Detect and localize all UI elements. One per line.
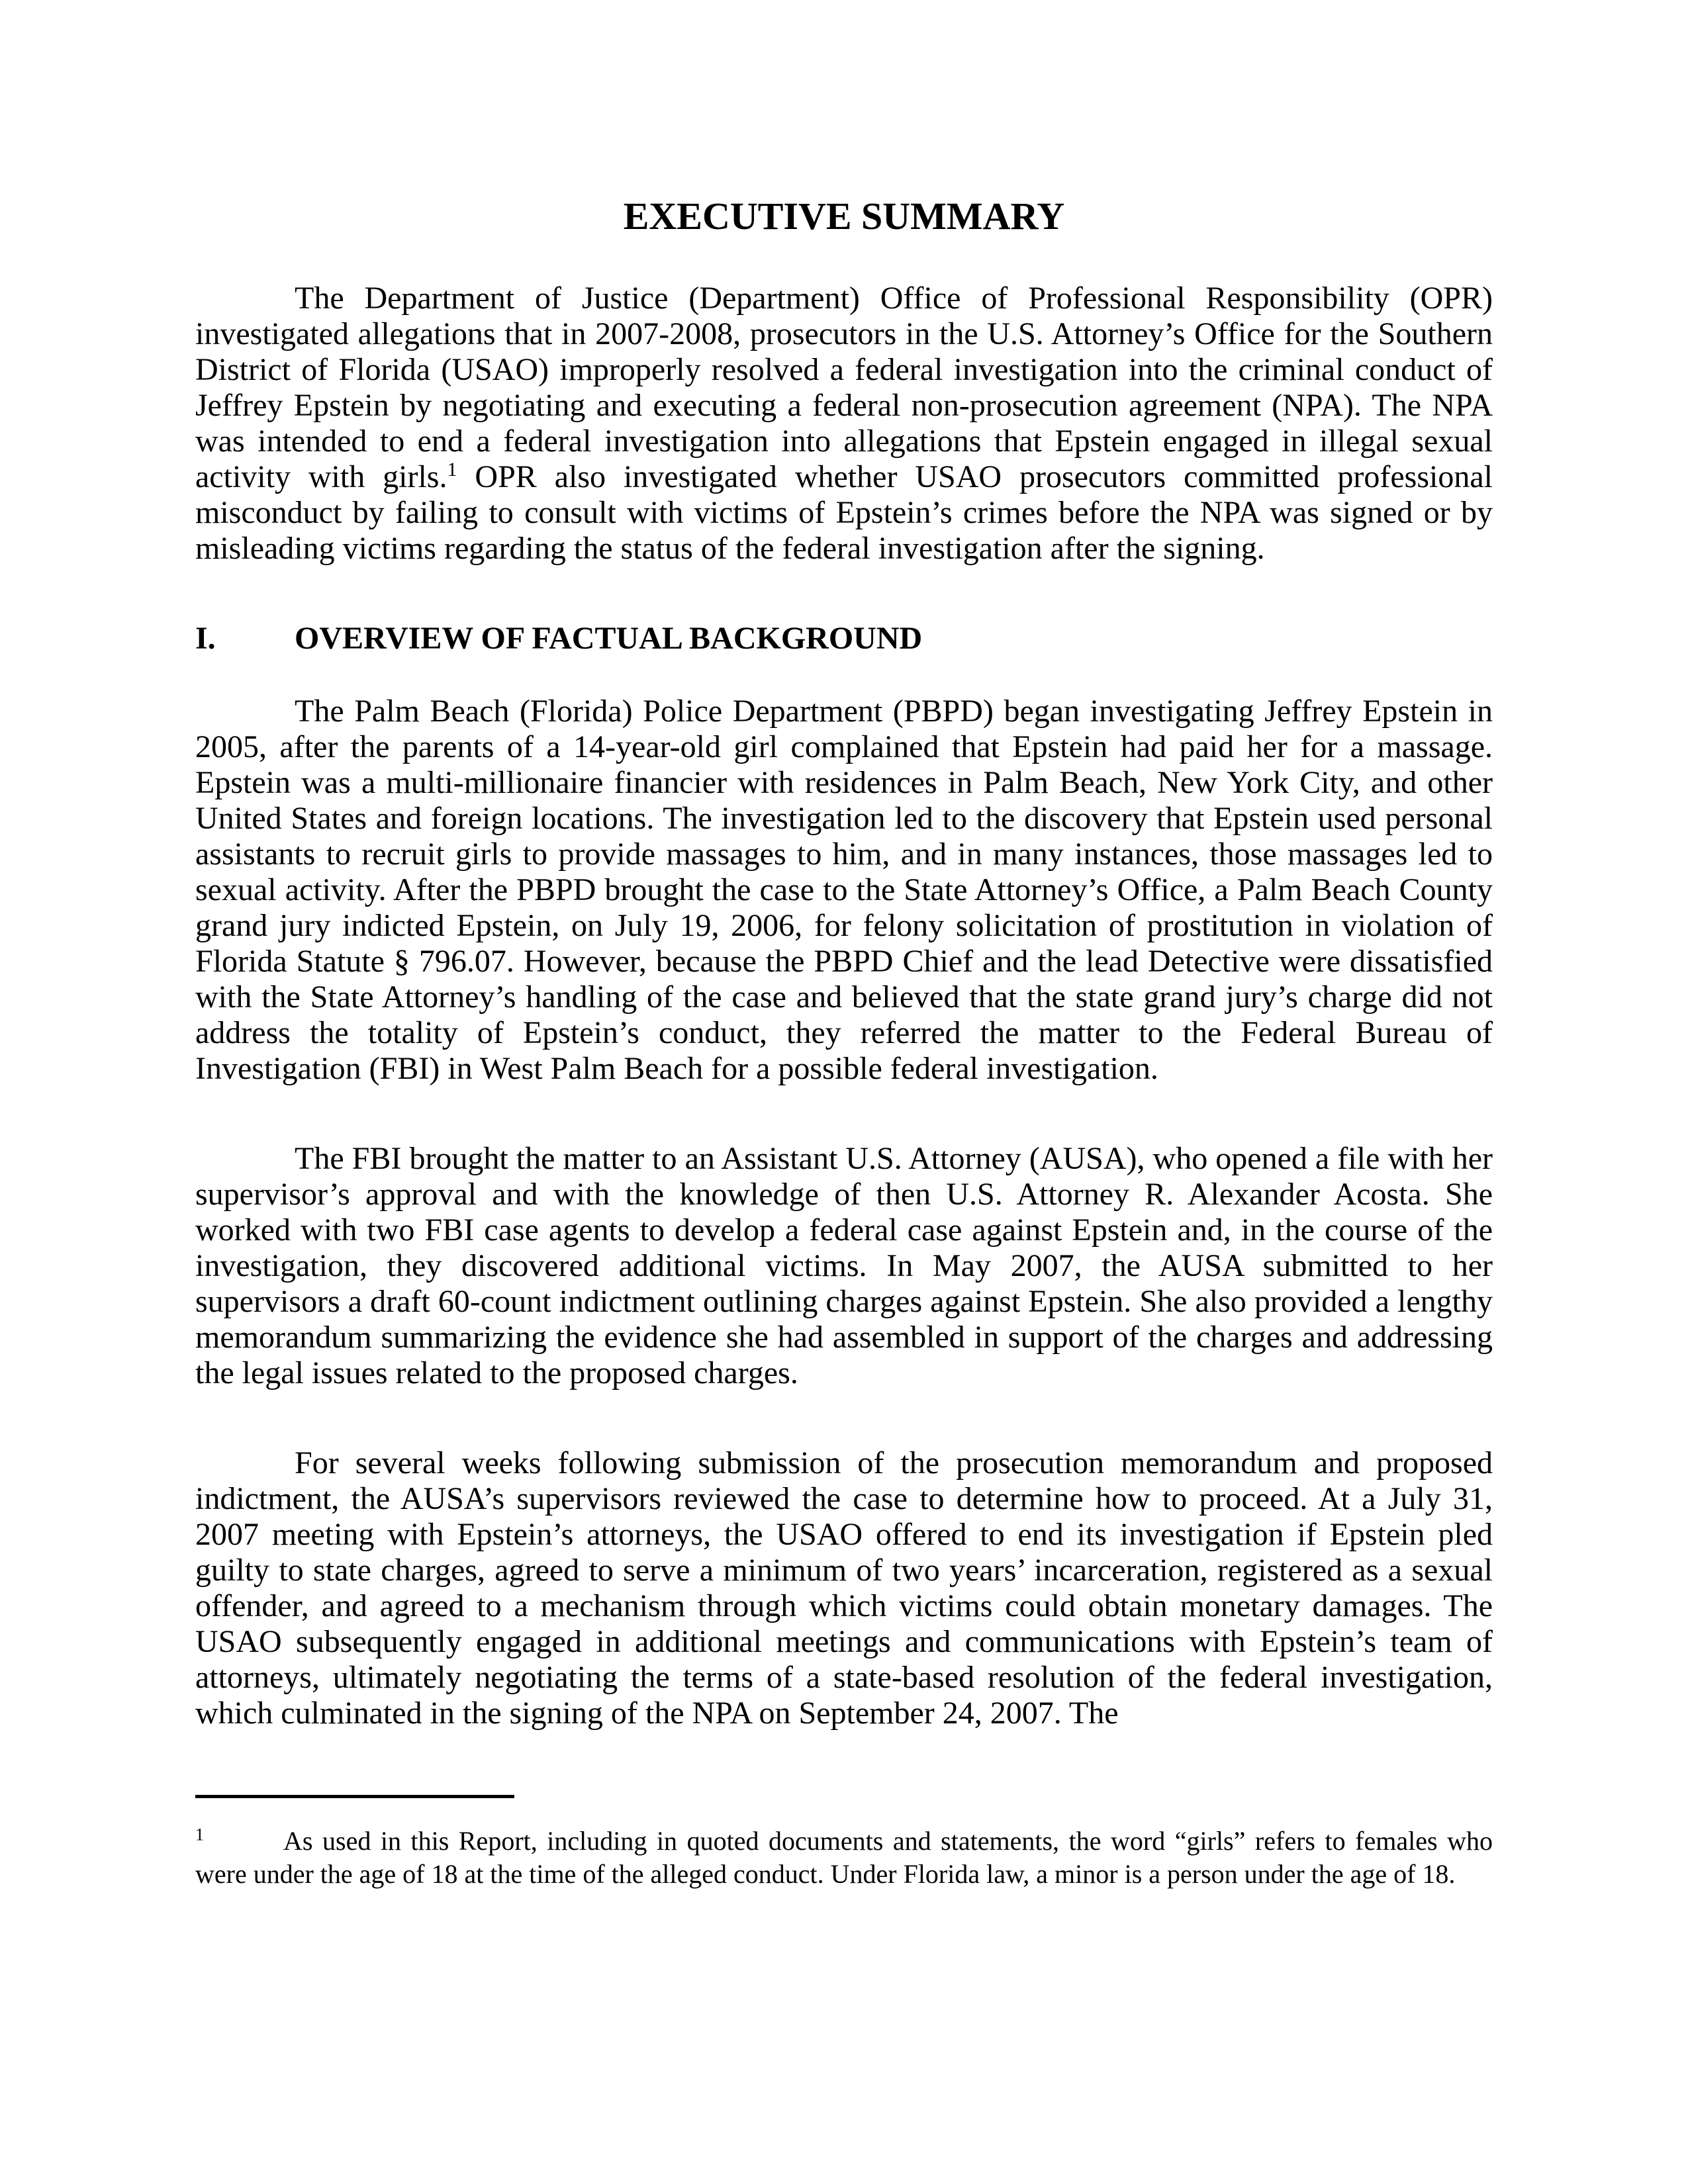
footnote-text: As used in this Report, including in quoted documents and statements, the word “girls” refers to females who were under the age of 18 at the time of the alleged conduct. Under Florida law, a minor is a person under the age of 18. (195, 1826, 1493, 1889)
footnote-number: 1 (195, 1825, 204, 1844)
page-title: EXECUTIVE SUMMARY (623, 195, 1065, 238)
footnote (195, 1825, 1493, 1891)
intro-text-after-footnote-ref: OPR also investigated whether USAO prosecutors committed professional misconduct by failing to consult with victims of Epstein’s crimes before the NPA was signed or by misleading victims regarding the status of the federal investigation after the signing. (195, 459, 1493, 566)
section-title: OVERVIEW OF FACTUAL BACKGROUND (295, 621, 923, 656)
footnote-reference-marker: 1 (447, 459, 457, 480)
section-number: I. (195, 621, 216, 656)
body-paragraph: The Palm Beach (Florida) Police Department (PBPD) began investigating Jeffrey Epstein in 2005, after the parents of a 14-year-old girl complained that Epstein had paid her for a massage. Epstein was a multi-millionaire financier with residences in Palm Beach, New York City, and other United States and foreign locations. The investigation led to the discovery that Epstein used personal assistants to recruit girls to provide massages to him, and in many instances, those massages led to sexual activity. After the PBPD brought the case to the State Attorney’s Office, a Palm Beach County grand jury indicted Epstein, on July 19, 2006, for felony solicitation of prostitution in violation of Florida Statute § 796.07. However, because the PBPD Chief and the lead Detective were dissatisfied with the State Attorney’s handling of the case and believed that the state grand jury’s charge did not address the totality of Epstein’s conduct, they referred the matter to the Federal Bureau of Investigation (FBI) in West Palm Beach for a possible federal investigation. (195, 694, 1493, 1086)
intro-text-before-footnote-ref: The Department of Justice (Department) Office of Professional Responsibility (OPR) investigated allegations that in 2007-2008, prosecutors in the U.S. Attorney’s Office for the Southern District of Florida (USAO) improperly resolved a federal investigation into the criminal conduct of Jeffrey Epstein by negotiating and executing a federal non-prosecution agreement (NPA). The NPA was intended to end a federal investigation into allegations that Epstein engaged in illegal sexual activity with girls. (195, 281, 1493, 494)
intro-paragraph (195, 281, 1493, 567)
body-paragraph: The FBI brought the matter to an Assistant U.S. Attorney (AUSA), who opened a file with her supervisor’s approval and with the knowledge of then U.S. Attorney R. Alexander Acosta. She worked with two FBI case agents to develop a federal case against Epstein and, in the course of the investigation, they discovered additional victims. In May 2007, the AUSA submitted to her supervisors a draft 60-count indictment outlining charges against Epstein. She also provided a lengthy memorandum summarizing the evidence she had assembled in support of the charges and addressing the legal issues related to the proposed charges. (195, 1141, 1493, 1390)
section-heading (195, 621, 1493, 657)
body-paragraph: For several weeks following submission of the prosecution memorandum and proposed indictment, the AUSA’s supervisors reviewed the case to determine how to proceed. At a July 31, 2007 meeting with Epstein’s attorneys, the USAO offered to end its investigation if Epstein pled guilty to state charges, agreed to serve a minimum of two years’ incarceration, registered as a sexual offender, and agreed to a mechanism through which victims could obtain monetary damages. The USAO subsequently engaged in additional meetings and communications with Epstein’s team of attorneys, ultimately negotiating the terms of a state-based resolution of the federal investigation, which culminated in the signing of the NPA on September 24, 2007. The (195, 1445, 1493, 1731)
footnote-separator-line (195, 1795, 514, 1798)
